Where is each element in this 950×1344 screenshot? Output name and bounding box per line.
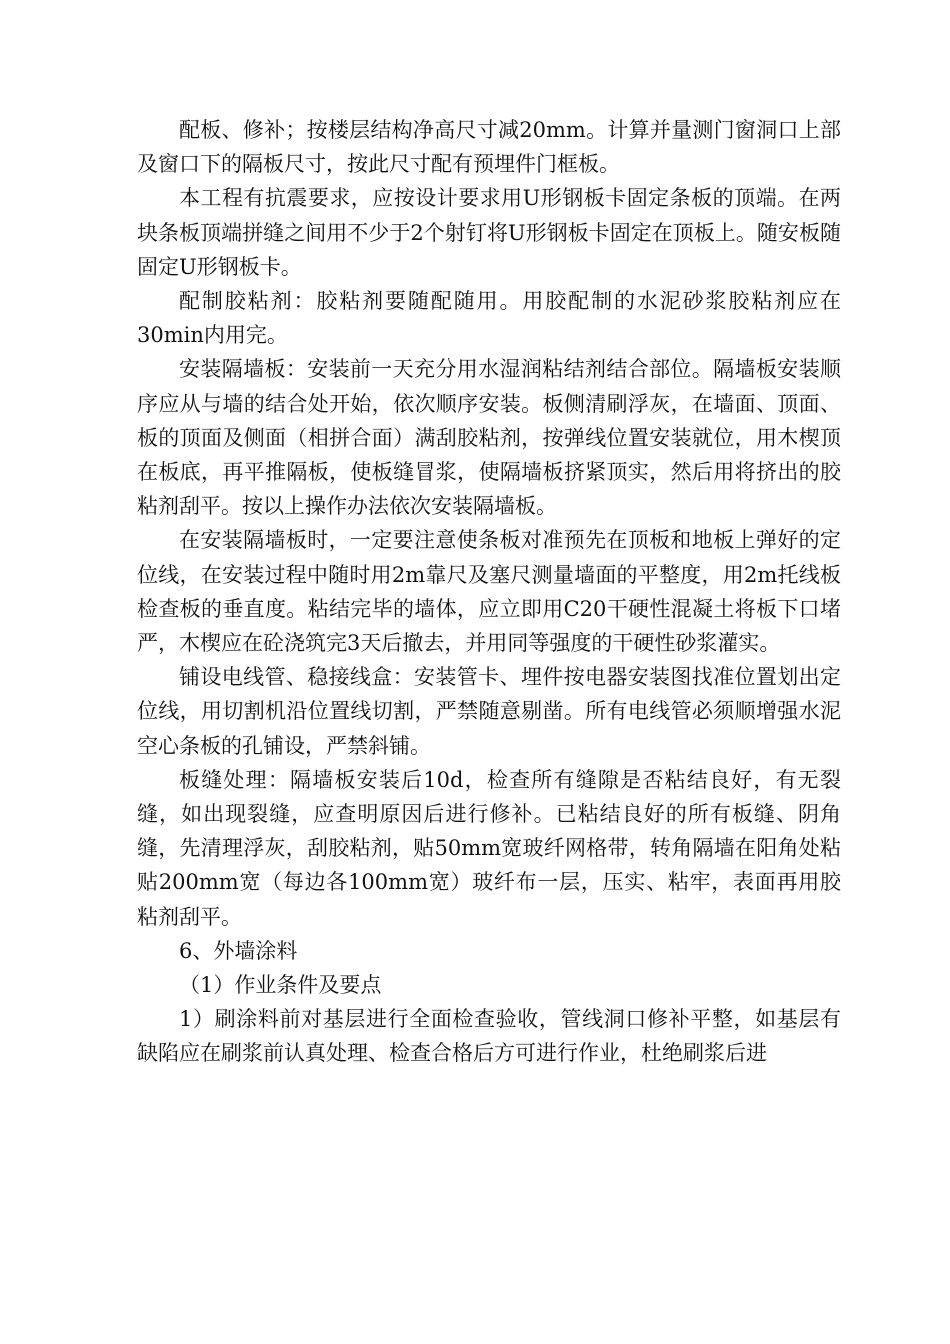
paragraph-conduit-laying: 铺设电线管、稳接线盒：安装管卡、埋件按电器安装图找准位置划出定位线，用切割机沿位置线切割，严禁随意剔凿。所有电线管必须顺增强水泥空心条板的孔铺设，严禁斜铺。: [137, 665, 841, 758]
paragraph-alignment-check: 在安装隔墙板时，一定要注意使条板对准预先在顶板和地板上弹好的定位线，在安装过程中随时用2m靠尺及塞尺测量墙面的平整度，用2m托线板检查板的垂直度。粘结完毕的墙体，应立即用C20干硬性混凝土将板下口堵严，木楔应在砼浇筑完3天后撤去，并用同等强度的干硬性砂浆灌实。: [137, 528, 841, 656]
paragraph-adhesive-mixing: 配制胶粘剂：胶粘剂要随配随用。用胶配制的水泥砂浆胶粘剂应在30min内用完。: [137, 289, 841, 348]
paragraph-base-inspection: 1）刷涂料前对基层进行全面检查验收，管线洞口修补平整，如基层有缺陷应在刷浆前认真处理、检查合格后方可进行作业，杜绝刷浆后进: [137, 1007, 841, 1066]
document-body: [137, 113, 841, 1071]
section-heading-exterior-coating: 6、外墙涂料: [179, 938, 298, 963]
paragraph-joint-treatment: 板缝处理：隔墙板安装后10d，检查所有缝隙是否粘结良好，有无裂缝，如出现裂缝，应查明原因后进行修补。已粘结良好的所有板缝、阴角缝，先清理浮灰，刮胶粘剂，贴50mm宽玻纤网格带，转角隔墙在阳角处粘贴200mm宽（每边各100mm宽）玻纤布一层，压实、粘牢，表面再用胶粘剂刮平。: [137, 767, 841, 929]
paragraph-seismic-clamp: 本工程有抗震要求，应按设计要求用U形钢板卡固定条板的顶端。在两块条板顶端拼缝之间用不少于2个射钉将U形钢板卡固定在顶板上。随安板随固定U形钢板卡。: [137, 186, 841, 279]
paragraph-panel-installation: 安装隔墙板：安装前一天充分用水湿润粘结剂结合部位。隔墙板安装顺序应从与墙的结合处开始，依次顺序安装。板侧清刷浮灰，在墙面、顶面、板的顶面及侧面（相拼合面）满刮胶粘剂，按弹线位置安装就位，用木楔顶在板底，再平推隔板，使板缝冒浆，使隔墙板挤紧顶实，然后用将挤出的胶粘剂刮平。按以上操作办法依次安装隔墙板。: [137, 357, 841, 519]
paragraph-board-fitting: 配板、修补；按楼层结构净高尺寸减20mm。计算并量测门窗洞口上部及窗口下的隔板尺寸，按此尺寸配有预埋件门框板。: [137, 118, 841, 177]
subsection-heading-work-conditions: （1）作业条件及要点: [179, 973, 382, 998]
